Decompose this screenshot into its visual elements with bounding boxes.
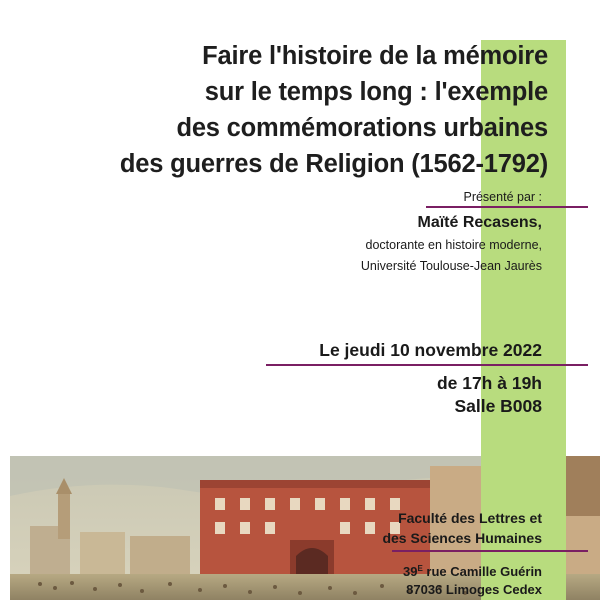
venue-city: 87036 Limoges Cedex (406, 582, 542, 597)
event-title (120, 38, 548, 182)
event-date: Le jeudi 10 novembre 2022 (319, 340, 542, 360)
title-line-4: des guerres de Religion (1562-1792) (119, 150, 548, 178)
street-suffix: E (417, 564, 423, 573)
venue-street (403, 564, 542, 579)
presenter-name: Maïté Recasens, (417, 214, 542, 231)
title-line-1: Faire l'histoire de la mémoire (202, 42, 548, 70)
venue-line-2: des Sciences Humaines (382, 530, 542, 546)
presenter-label: Présenté par : (463, 190, 542, 204)
date-rule (266, 364, 588, 366)
street-number: 39 (402, 564, 418, 579)
street-name: rue Camille Guérin (422, 564, 542, 579)
venue-rule (392, 550, 588, 552)
title-line-2: sur le temps long : l'exemple (204, 78, 548, 106)
venue-line-1: Faculté des Lettres et (398, 510, 542, 526)
event-time: de 17h à 19h (436, 373, 542, 393)
event-room: Salle B008 (454, 396, 542, 416)
title-line-3: des commémorations urbaines (176, 114, 548, 142)
presenter-university: Université Toulouse-Jean Jaurès (360, 259, 542, 273)
presenter-role: doctorante en histoire moderne, (365, 238, 542, 252)
presenter-rule (426, 206, 588, 208)
